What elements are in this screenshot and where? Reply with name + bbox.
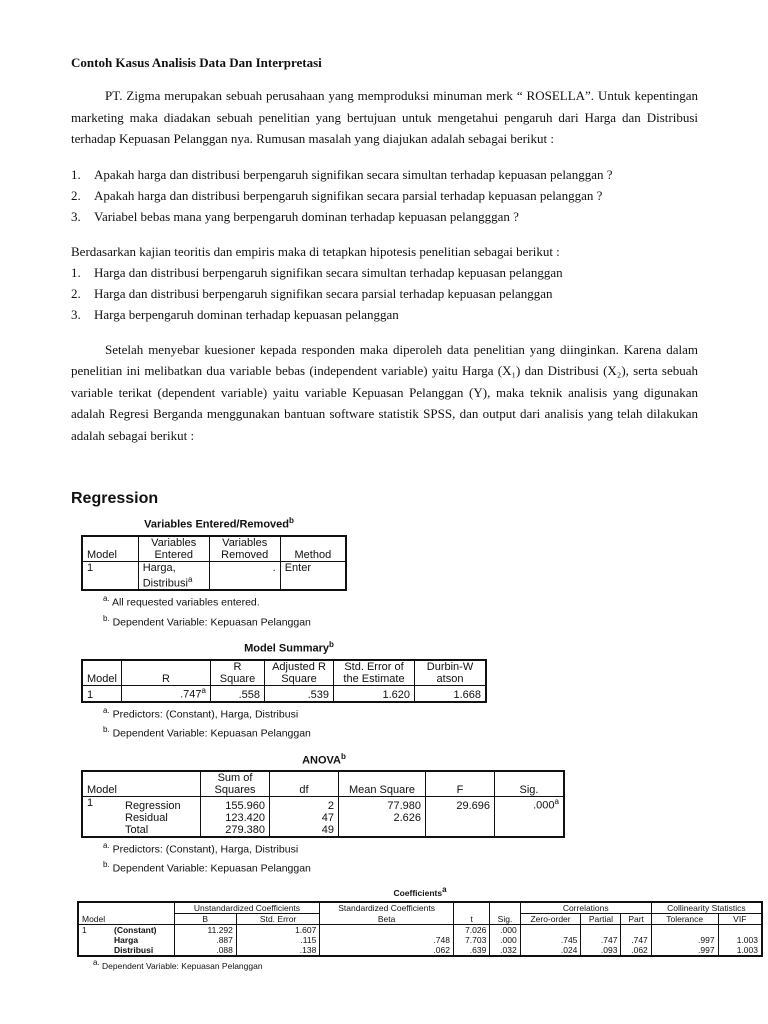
list-item: 1. Harga dan distribusi berpengaruh signifikan secara simultan terhadap kepuasan pelanggan — [71, 264, 563, 280]
list-item: 1. Apakah harga dan distribusi berpengaruh signifikan secara simultan terhadap kepuasan pelanggan ? — [71, 166, 613, 182]
intro-paragraph: PT. Zigma merupakan sebuah perusahaan yang memproduksi minuman merk “ ROSELLA”. Untuk kepentingan marketing maka diadakan sebuah penelitian yang bertujuan untuk mengetahui pengaruh dari Harga dan Distribusi terhadap Kepuasan Pelanggan nya. Rumusan masalah yang diajukan adalah sebagai berikut : — [71, 88, 698, 146]
variables-entered-title: Variables Entered/Removed$^b$ — [144, 516, 294, 531]
anova-title: ANOVA$^b$ — [302, 751, 346, 767]
hypotheses-list — [71, 262, 698, 325]
list-item: 3. Variabel bebas mana yang berpengaruh dominan terhadap kepuasan pelangggan ? — [71, 208, 519, 224]
research-questions — [71, 164, 698, 227]
spss-output — [71, 490, 768, 972]
anova-footnotes: $^{a.}$ Predictors: (Constant), Harga, Distribusi $^{b.}$ Dependent Variable: Kepuasan Pelanggan — [103, 840, 311, 875]
document-body — [71, 55, 698, 446]
variables-entered-footnotes: $^{a.}$ All requested variables entered. $^{b.}$ Dependent Variable: Kepuasan Pelanggan — [103, 594, 311, 629]
coefficients-footnotes: a. Dependent Variable: Kepuasan Pelanggan — [93, 957, 263, 971]
model-summary-table: Model R R Square Adjusted R Square Std. Error of the Estimate Durbin-W atson 1 .747$^a$ .558 .539 1.620 1.668 — [81, 659, 487, 703]
list-item: 3. Harga berpengaruh dominan terhadap kepuasan pelanggan — [71, 306, 399, 322]
coefficients-title: Coefficientsa — [393, 884, 447, 898]
anova-table: Model Sum of Squares df Mean Square F Sig. 1 Regression 155.960 2 77.980 29.696 .000$^a$ Residual 123.420 47 2.626 Total 279.380 49 — [81, 770, 565, 838]
document-title: Contoh Kasus Analisis Data Dan Interpretasi — [71, 55, 322, 70]
list-item: 2. Harga dan distribusi berpengaruh signifikan secara parsial terhadap kepuasan pelanggan — [71, 285, 553, 301]
list-item: 2. Apakah harga dan distribusi berpengaruh signifikan secara parsial terhadap kepuasan pelanggan ? — [71, 187, 603, 203]
regression-heading: Regression — [71, 490, 159, 507]
model-summary-title: Model Summary$^b$ — [244, 640, 334, 655]
coefficients-table: Unstandardized Coefficients Standardized Coefficients Correlations Collinearity Statistics Model B Std. Error Beta t Sig. Zero-order Partial Part Tolerance VIF 1 (Constant) 11.292 1.607 7.026 .000 Harga .887 .115 .748 7.703 .000 .745 .747 .747 .997 1.003 Distribusi .088 .138 .062 .639 .032 .024 .093 .062 .997 1.003 — [77, 901, 763, 957]
hypothesis-intro: Berdasarkan kajian teoritis dan empiris maka di tetapkan hipotesis penelitian sebagai berikut : — [71, 243, 560, 259]
model-summary-footnotes: $^{a.}$ Predictors: (Constant), Harga, Distribusi $^{b.}$ Dependent Variable: Kepuasan Pelanggan — [103, 705, 311, 740]
method-paragraph: Setelah menyebar kuesioner kepada responden maka diperoleh data penelitian yang diinginkan. Karena dalam penelitian ini melibatkan dua variable bebas (independent variable) yaitu Harga (X₁) dan Distribusi (X₂), serta sebuah variable terikat (dependent variable) yaitu variable Kepuasan Pelanggan (Y), maka teknik analisis yang digunakan adalah Regresi Berganda menggunakan bantuan software statistik SPSS, dan output dari analisis yang telah dilakukan adalah sebagai berikut : — [71, 341, 698, 443]
variables-entered-table: Model Variables Entered Variables Removed Method 1 Harga, Distribusi$^a$ . Enter — [81, 535, 347, 592]
